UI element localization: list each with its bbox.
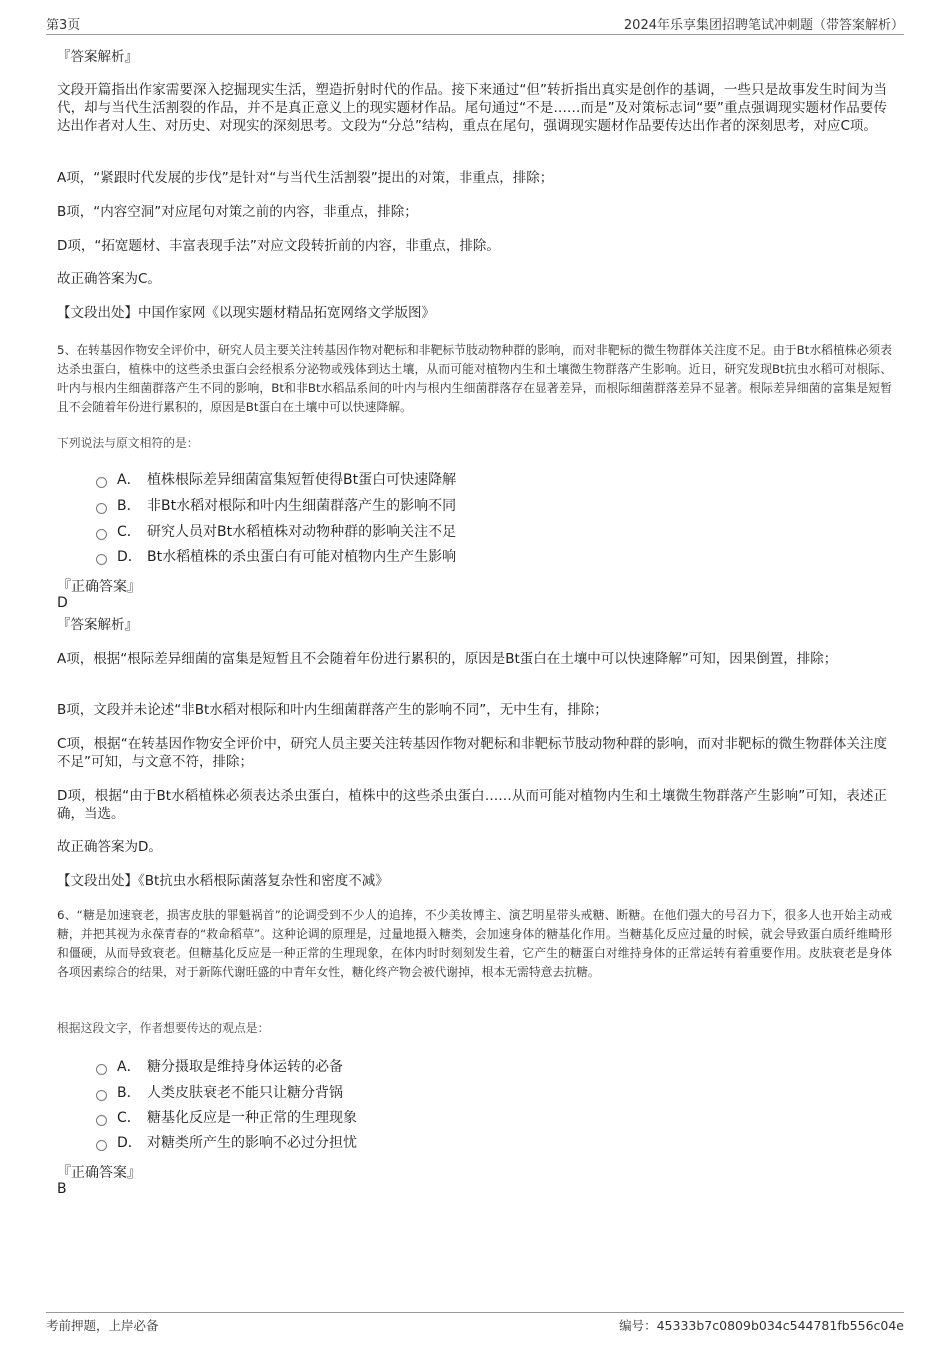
option-letter: D． bbox=[117, 549, 142, 565]
question-6-text: 6、“糖是加速衰老，损害皮肤的罪魁祸首”的论调受到不少人的追捧，不少美妆博主、演艺明星带头戒糖、断糖。在他们强大的号召力下，很多人也开始主动戒糖，并把其视为永葆青春的“救命稻草”。这种论调的原理是，过量地摄入糖类，会加速身体的糖基化作用。当糖基化反应过量的时候，就会导致蛋白质纤维畸形和僵硬，从而导致衰老。但糖基化反应是一种正常的生理现象，在体内时时刻刻发生着，它产生的糖蛋白对维持身体的正常运转有着重要作用。皮肤衰老是身体各项因素综合的结果，对于新陈代谢旺盛的中青年女性，糖化终产物会被代谢掉，根本无需特意去抗糖。 bbox=[57, 908, 892, 979]
radio-button[interactable] bbox=[96, 1115, 107, 1126]
option-letter: A． bbox=[117, 1059, 141, 1075]
option-text: 糖基化反应是一种正常的生理现象 bbox=[147, 1110, 357, 1126]
analysis-option-c: C项，根据“在转基因作物安全评价中，研究人员主要关注转基因作物对靶标和非靶标节肢动物种群的影响，而对非靶标的微生物群体关注度不足”可知，与文意不符，排除； bbox=[57, 736, 887, 770]
question-6-prompt: 根据这段文字，作者想要传达的观点是： bbox=[57, 1021, 270, 1035]
radio-button[interactable] bbox=[96, 477, 107, 488]
question-5-text: 5、在转基因作物安全评价中，研究人员主要关注转基因作物对靶标和非靶标节肢动物种群的影响，而对非靶标的微生物群体关注度不足。由于Bt水稻植株必须表达杀虫蛋白，植株中的这些杀虫蛋白会经根系分泌物或残体到达土壤，从而可能对植物内生和土壤微生物群落产生影响。近日，研究发现Bt抗虫水稻可对根际、叶内与根内生细菌群落产生不同的影响，Bt和非Bt水稻品系间的叶内与根内生细菌群落存在显著差异，而根际细菌群落差异不显著。根际差异细菌的富集是短暂且不会随着年份进行累积的，原因是Bt蛋白在土壤中可以快速降解。 bbox=[57, 343, 892, 414]
analysis-conclusion: 故正确答案为C。 bbox=[57, 271, 161, 287]
analysis-label: 『答案解析』 bbox=[57, 49, 138, 65]
analysis-option-b: B项，“内容空洞”对应尾句对策之前的内容，非重点，排除； bbox=[57, 204, 418, 220]
page-header bbox=[46, 12, 904, 35]
q5-option-c[interactable] bbox=[96, 520, 456, 542]
source-citation: 【文段出处】中国作家网《以现实题材精品拓宽网络文学版图》 bbox=[57, 305, 435, 321]
q6-option-b[interactable] bbox=[96, 1081, 343, 1103]
q6-option-d[interactable] bbox=[96, 1131, 357, 1153]
document-id: 编号：45333b7c0809b034c544781fb556c04e bbox=[619, 1318, 904, 1333]
document-title: 2024年乐享集团招聘笔试冲刺题（带答案解析） bbox=[623, 18, 904, 33]
radio-button[interactable] bbox=[96, 1064, 107, 1075]
analysis-option-d: D项，“拓宽题材、丰富表现手法”对应文段转折前的内容，非重点，排除。 bbox=[57, 238, 500, 254]
footer-slogan: 考前押题，上岸必备 bbox=[46, 1318, 159, 1333]
analysis-conclusion: 故正确答案为D。 bbox=[57, 839, 162, 855]
analysis-option-d: D项，根据“由于Bt水稻植株必须表达杀虫蛋白，植株中的这些杀虫蛋白……从而可能对植物内生和土壤微生物群落产生影响”可知，表述正确，当选。 bbox=[57, 788, 887, 822]
option-letter: C． bbox=[117, 1110, 141, 1126]
option-letter: B． bbox=[117, 498, 141, 514]
source-citation: 【文段出处】《Bt抗虫水稻根际菌落复杂性和密度不减》 bbox=[57, 873, 389, 889]
correct-answer: B bbox=[57, 1181, 67, 1197]
analysis-option-a: A项，根据“根际差异细菌的富集是短暂且不会随着年份进行累积的，原因是Bt蛋白在土壤中可以快速降解”可知，因果倒置，排除； bbox=[57, 651, 838, 667]
analysis-option-a: A项，“紧跟时代发展的步伐”是针对“与当代生活割裂”提出的对策，非重点，排除； bbox=[57, 170, 554, 186]
option-text: 植株根际差异细菌富集短暂使得Bt蛋白可快速降解 bbox=[147, 472, 457, 488]
q5-option-d[interactable] bbox=[96, 545, 456, 567]
analysis-label: 『答案解析』 bbox=[57, 617, 138, 633]
radio-button[interactable] bbox=[96, 529, 107, 540]
radio-button[interactable] bbox=[96, 1090, 107, 1101]
radio-button[interactable] bbox=[96, 503, 107, 514]
option-text: 对糖类所产生的影响不必过分担忧 bbox=[147, 1135, 357, 1151]
analysis-paragraph: 文段开篇指出作家需要深入挖掘现实生活，塑造折射时代的作品。接下来通过“但”转折指出真实是创作的基调，一些只是故事发生时间为当代，却与当代生活割裂的作品，并不是真正意义上的现实题材作品。尾句通过“不是……而是”及对策标志词“要”重点强调现实题材作品要传达出作者对人生、对历史、对现实的深刻思考。文段为“分总”结构，重点在尾句，强调现实题材作品要传达出作者的深刻思考，对应C项。 bbox=[57, 82, 887, 134]
option-text: 研究人员对Bt水稻植株对动物种群的影响关注不足 bbox=[147, 524, 457, 540]
option-letter: C． bbox=[117, 524, 141, 540]
option-text: Bt水稻植株的杀虫蛋白有可能对植物内生产生影响 bbox=[147, 549, 457, 565]
correct-answer-label: 『正确答案』 bbox=[57, 1165, 141, 1181]
option-letter: D． bbox=[117, 1135, 142, 1151]
correct-answer-label: 『正确答案』 bbox=[57, 579, 141, 595]
q5-option-b[interactable] bbox=[96, 494, 456, 516]
q6-option-a[interactable] bbox=[96, 1055, 343, 1077]
page-number: 第3页 bbox=[46, 18, 81, 33]
radio-button[interactable] bbox=[96, 1140, 107, 1151]
q6-option-c[interactable] bbox=[96, 1106, 357, 1128]
q5-option-a[interactable] bbox=[96, 468, 456, 490]
option-letter: A． bbox=[117, 472, 141, 488]
question-5-prompt: 下列说法与原文相符的是： bbox=[57, 436, 199, 450]
radio-button[interactable] bbox=[96, 554, 107, 565]
correct-answer: D bbox=[57, 595, 68, 611]
analysis-option-b: B项，文段并未论述“非Bt水稻对根际和叶内生细菌群落产生的影响不同”，无中生有，排除； bbox=[57, 702, 608, 718]
page-footer bbox=[46, 1312, 904, 1337]
option-text: 糖分摄取是维持身体运转的必备 bbox=[147, 1059, 343, 1075]
option-text: 人类皮肤衰老不能只让糖分背锅 bbox=[147, 1085, 343, 1101]
option-text: 非Bt水稻对根际和叶内生细菌群落产生的影响不同 bbox=[147, 498, 457, 514]
option-letter: B． bbox=[117, 1085, 141, 1101]
